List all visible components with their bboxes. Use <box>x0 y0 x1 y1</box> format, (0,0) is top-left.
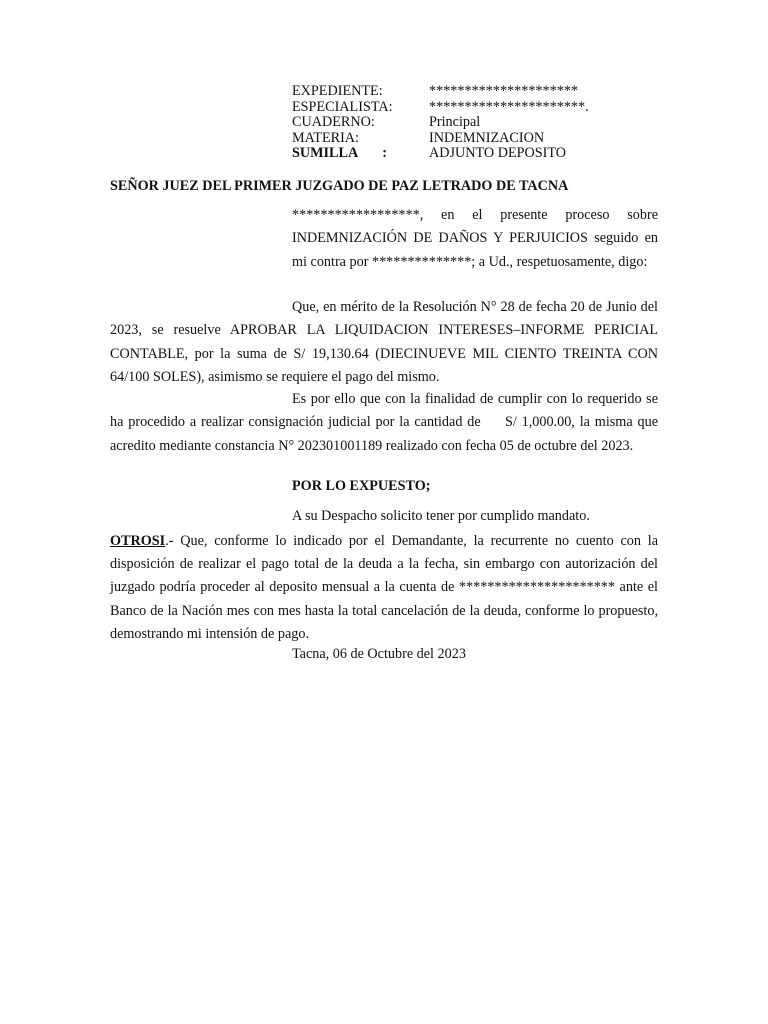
header-label: CUADERNO: <box>292 114 375 131</box>
header-label: SUMILLA : <box>292 145 387 162</box>
header-label: MATERIA: <box>292 129 359 146</box>
header-value: ********************* <box>429 83 578 99</box>
header-row-especialista <box>292 100 589 116</box>
header-row-sumilla <box>292 146 589 162</box>
date-line: Tacna, 06 de Octubre del 2023 <box>292 646 466 662</box>
petition-line: A su Despacho solicito tener por cumplido mandato. <box>292 508 590 524</box>
por-lo-expuesto: POR LO EXPUESTO; <box>292 478 431 494</box>
header-label: ESPECIALISTA: <box>292 98 393 115</box>
intro-paragraph: ******************, en el presente proceso sobre INDEMNIZACIÓN DE DAÑOS Y PERJUICIOS seguido en mi contra por **************; a Ud., respetuosamente, digo: <box>292 207 658 270</box>
header-label: EXPEDIENTE: <box>292 83 383 99</box>
header-value: INDEMNIZACION <box>429 129 545 146</box>
header-row-cuaderno <box>292 115 589 131</box>
paragraph-consignation: Es por ello que con la finalidad de cumplir con lo requerido se ha procedido a realizar consignación judicial por la cantidad de S/ 1,000.00, la misma que acredito mediante constancia N° 202301001189 realizado con fecha 05 de octubre del 2023. <box>110 391 662 454</box>
otrosi-paragraph <box>110 530 658 646</box>
otrosi-label: OTROSI <box>110 533 166 549</box>
header-value: ADJUNTO DEPOSITO <box>429 145 567 162</box>
header-row-materia <box>292 131 589 147</box>
case-header <box>292 84 589 162</box>
header-value: Principal <box>429 114 481 131</box>
paragraph-resolution: Que, en mérito de la Resolución N° 28 de fecha 20 de Junio del 2023, se resuelve APROBAR LA LIQUIDACION INTERESES–INFORME PERICIAL CONTABLE, por la suma de S/ 19,130.64 (DIECINUEVE MIL CIENTO TREINTA CON 64/100 SOLES), asimismo se requiere el pago del mismo. <box>110 299 658 385</box>
addressee: SEÑOR JUEZ DEL PRIMER JUZGADO DE PAZ LETRADO DE TACNA <box>110 178 569 194</box>
header-row-expediente <box>292 84 589 100</box>
header-value: **********************. <box>429 98 589 115</box>
otrosi-text: .- Que, conforme lo indicado por el Demandante, la recurrente no cuento con la disposición de realizar el pago total de la deuda a la fecha, sin embargo con autorización del juzgado podría proceder al deposito mensual a la cuenta de ********************** ante el Banco de la Nación mes con mes hasta la total cancelación de la deuda, conforme lo propuesto, demostrando mi intensión de pago. <box>110 533 658 642</box>
